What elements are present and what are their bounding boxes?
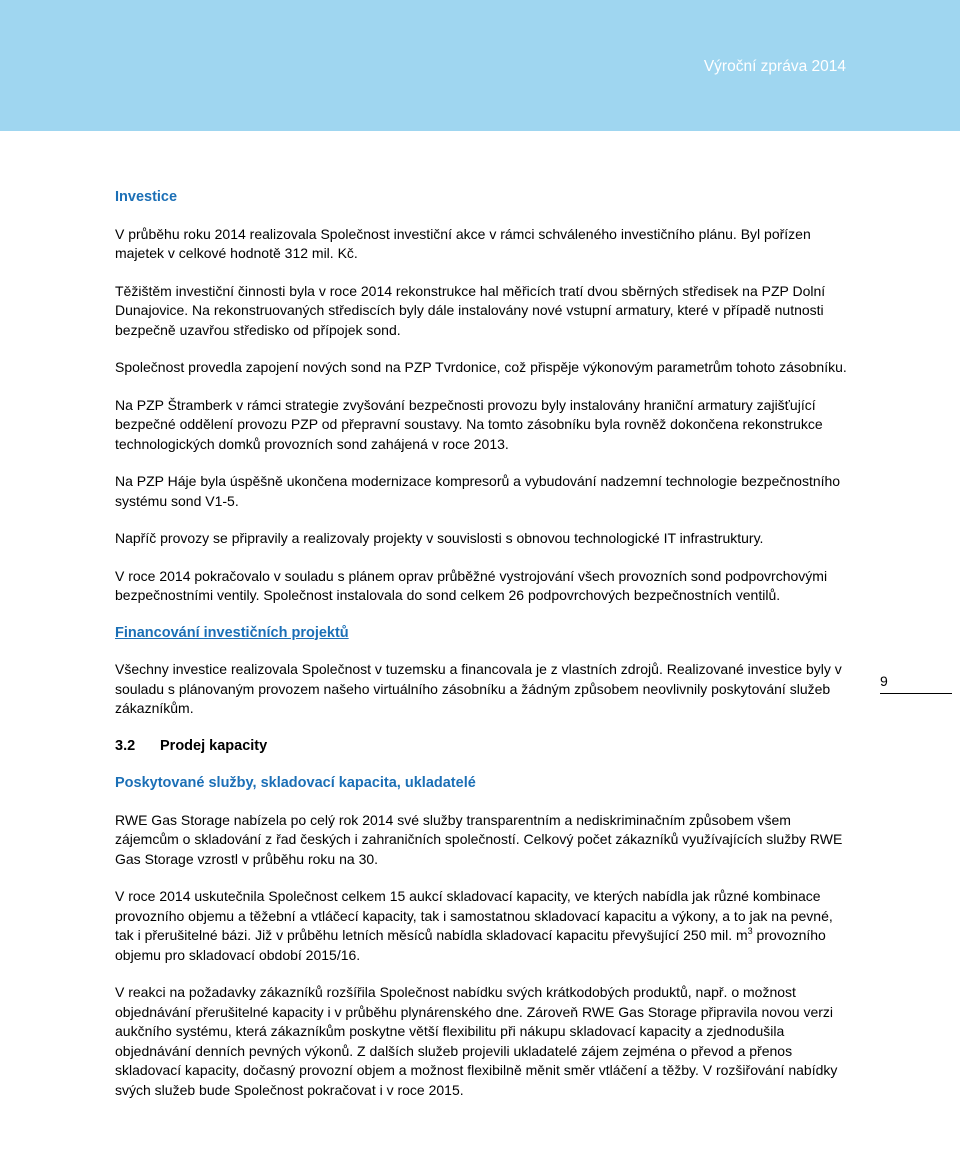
paragraph: Napříč provozy se připravily a realizovaly projekty v souvislosti s obnovou technologické IT infrastruktury. — [115, 530, 764, 546]
heading-sluzby: Poskytované služby, skladovací kapacita, ukladatelé — [115, 775, 476, 791]
paragraph: Na PZP Háje byla úspěšně ukončena modernizace kompresorů a vybudování nadzemní technologie bezpečnostního systému sond V1-5. — [115, 473, 841, 509]
section-title: Prodej kapacity — [160, 737, 268, 754]
page-content — [115, 188, 850, 1100]
paragraph: Všechny investice realizovala Společnost v tuzemsku a financovala je z vlastních zdrojů. Realizované investice byly v souladu s plánovaným provozem našeho virtuálního zásobníku a žádným způsobem neovlivnily poskytování služeb zákazníkům. — [115, 661, 842, 716]
heading-investice: Investice — [115, 189, 178, 205]
header-band — [0, 0, 960, 131]
paragraph: Na PZP Štramberk v rámci strategie zvyšování bezpečnosti provozu byly instalovány hraniční armatury zajišťující bezpečné oddělení provozu PZP od přepravní soustavy. Na tomto zásobníku byla rovněž dokončena rekonstrukce technologických domků provozních sond zahájená v roce 2013. — [115, 396, 823, 452]
page-number: 9 — [880, 673, 888, 689]
page-number-rule — [880, 693, 952, 694]
paragraph: RWE Gas Storage nabízela po celý rok 2014 své služby transparentním a nediskriminačním způsobem všem zájemcům o skladování z řad českých i zahraničních společností. Celkový počet zákazníků využívajících služby RWE Gas Storage vzrostl v průběhu roku na 30. — [115, 811, 843, 867]
paragraph: Společnost provedla zapojení nových sond na PZP Tvrdonice, což přispěje výkonovým parametrům tohoto zásobníku. — [115, 359, 847, 375]
paragraph: V roce 2014 pokračovalo v souladu s plánem oprav průběžné vystrojování všech provozních sond podpovrchovými bezpečnostními ventily. Společnost instalovala do sond celkem 26 podpovrchových bezpečnostních ventilů. — [115, 567, 828, 603]
paragraph: V reakci na požadavky zákazníků rozšířila Společnost nabídku svých krátkodobých produktů, např. o možnost objednávání přerušitelné kapacity i v průběhu plynárenského dne. Zároveň RWE Gas Storage připravila novou verzi aukčního systému, která zákazníkům poskytne větší flexibilitu při nákupu skladovací kapacity a zjednodušila objednávání denních pevných výkonů. Z dalších služeb projevili ukladatelé zájem zejména o převod a přenos skladovací kapacity, dočasný provozní objem a možnost flexibilně měnit směr vtláčení a těžby. V rozšiřování nabídky svých služeb bude Společnost pokračovat i v roce 2015. — [115, 984, 838, 1098]
paragraph: Těžištěm investiční činnosti byla v roce 2014 rekonstrukce hal měřicích tratí dvou sběrných středisek na PZP Dolní Dunajovice. Na rekonstruovaných střediscích byly dále instalovány nové vstupní armatury, které v případě nutnosti bezpečně uzavřou středisko od přípojek sond. — [115, 282, 826, 338]
paragraph: V průběhu roku 2014 realizovala Společnost investiční akce v rámci schváleného investičního plánu. Byl pořízen majetek v celkové hodnotě 312 mil. Kč. — [115, 225, 811, 261]
section-heading — [115, 737, 850, 757]
heading-financovani: Financování investičních projektů — [115, 624, 349, 641]
superscript: 3 — [747, 926, 753, 936]
report-title: Výroční zpráva 2014 — [703, 58, 846, 75]
paragraph: V roce 2014 uskutečnila Společnost celkem 15 aukcí skladovací kapacity, ve kterých nabídla jak různé kombinace provozního objemu a těžební a vtláčecí kapacity, tak i samostatnou skladovací kapacitu a výkony, a to jak na pevné, tak i přerušitelné bázi. Již v průběhu letních měsíců nabídla skladovací kapacitu převyšující 250 mil. $m^3$ provozního objemu pro skladovací období 2015/16. — [115, 888, 833, 963]
section-number: 3.2 — [115, 737, 136, 754]
